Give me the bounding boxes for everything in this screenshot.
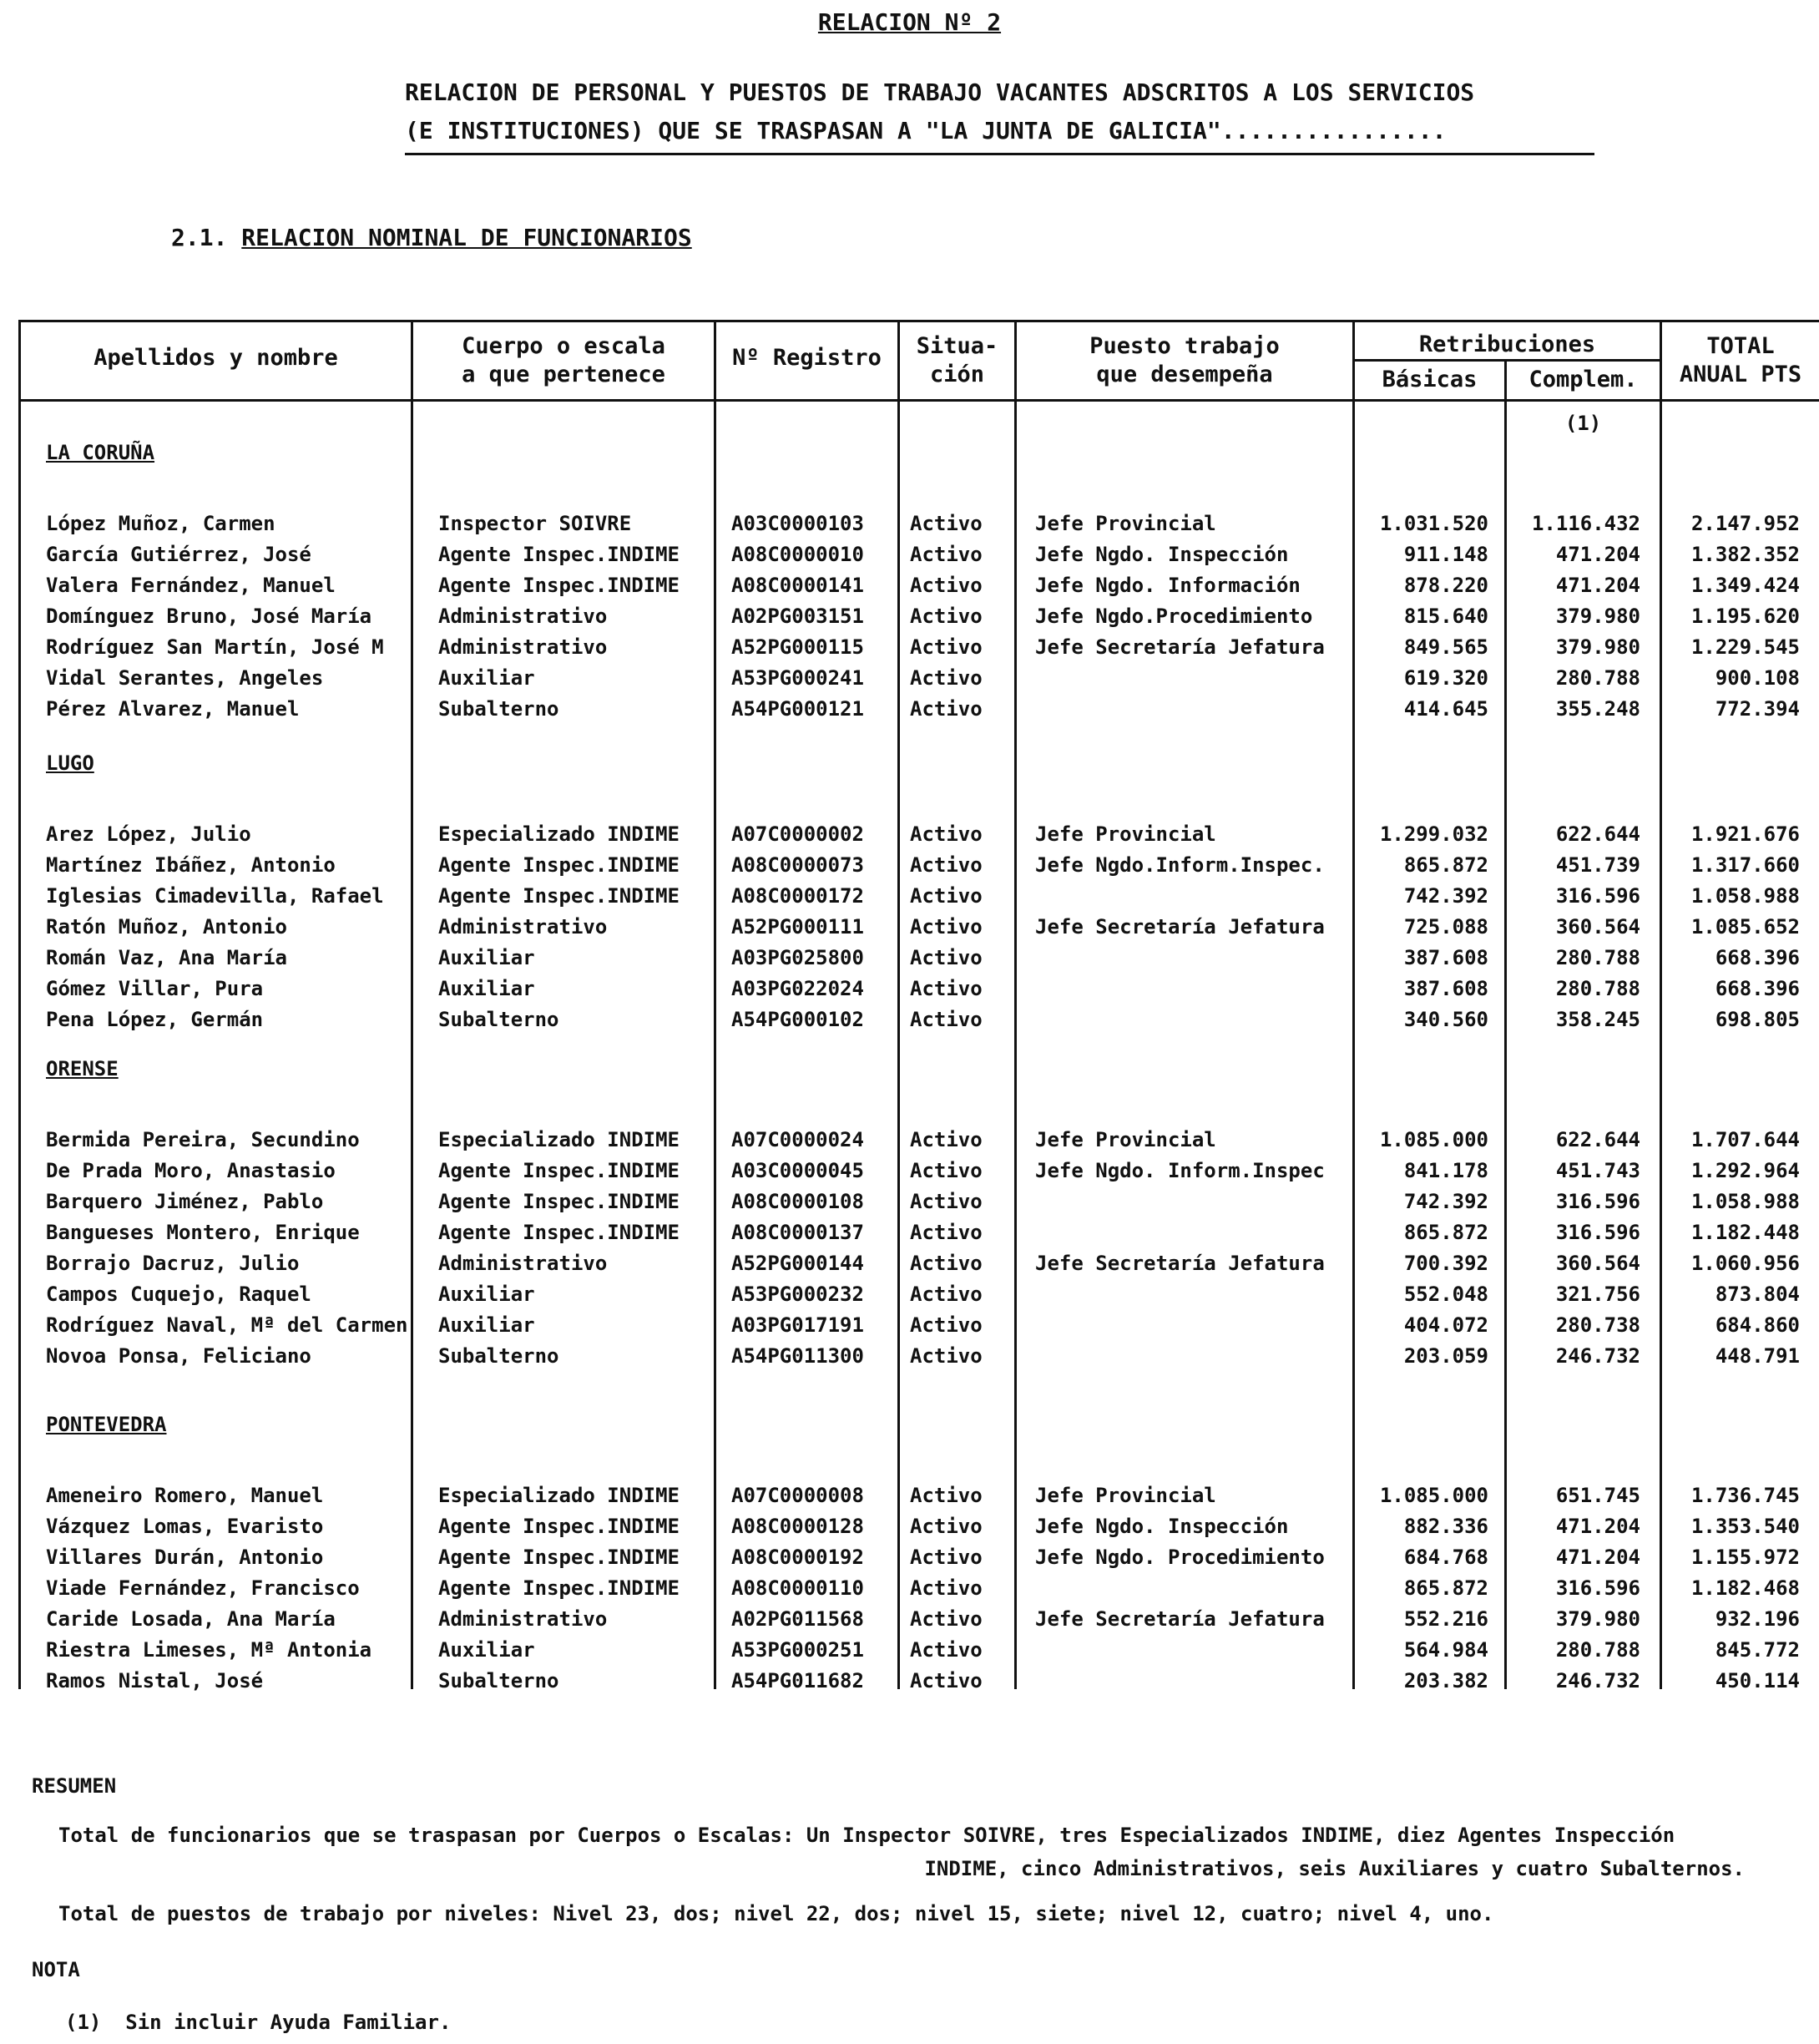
cell-basicas: 865.872 (1403, 1576, 1488, 1600)
cell-situacion: Activo (910, 1607, 983, 1631)
cell-complem: 471.204 (1555, 1546, 1640, 1569)
cell-complem: 471.204 (1555, 1515, 1640, 1538)
cell-registro: A03C0000045 (731, 1159, 864, 1182)
cell-cuerpo: Administrativo (438, 605, 608, 628)
cell-puesto: Jefe Provincial (1035, 1128, 1216, 1151)
cell-total: 1.921.676 (1690, 822, 1800, 846)
cell-puesto: Jefe Provincial (1035, 822, 1216, 846)
cell-registro: A53PG000241 (731, 666, 864, 690)
header-situacion: Situa- ción (916, 333, 998, 387)
header-retribuciones: Retribuciones (1418, 331, 1596, 357)
cell-nombre: Novoa Ponsa, Feliciano (46, 1344, 311, 1368)
cell-situacion: Activo (910, 1515, 983, 1538)
cell-puesto: Jefe Secretaría Jefatura (1035, 1607, 1325, 1631)
cell-total: 900.108 (1715, 666, 1800, 690)
cell-basicas: 882.336 (1403, 1515, 1488, 1538)
cell-situacion: Activo (910, 1283, 983, 1306)
cell-cuerpo: Subalterno (438, 697, 559, 721)
cell-puesto: Jefe Ngdo.Inform.Inspec. (1035, 853, 1325, 877)
subtitle-line-2: (E INSTITUCIONES) QUE SE TRASPASAN A "LA JUNTA DE GALICIA"................ (405, 117, 1447, 144)
cell-complem: 316.596 (1555, 1190, 1640, 1213)
header-puesto: Puesto trabajo que desempeña (1089, 333, 1280, 387)
cell-puesto: Jefe Ngdo.Procedimiento (1035, 605, 1313, 628)
cell-situacion: Activo (910, 1313, 983, 1337)
cell-situacion: Activo (910, 1252, 983, 1275)
cell-registro: A54PG000121 (731, 697, 864, 721)
cell-nombre: Gómez Villar, Pura (46, 977, 264, 1000)
cell-cuerpo: Administrativo (438, 915, 608, 939)
cell-cuerpo: Agente Inspec.INDIME (438, 1159, 680, 1182)
cell-situacion: Activo (910, 853, 983, 877)
cell-total: 1.229.545 (1690, 635, 1800, 659)
resumen-line-1: Total de funcionarios que se traspasan por Cuerpos o Escalas: Un Inspector SOIVRE, tres Especializados INDIME, diez Agentes Inspección (58, 1824, 1675, 1847)
cell-cuerpo: Especializado INDIME (438, 1128, 680, 1151)
cell-registro: A02PG011568 (731, 1607, 864, 1631)
cell-cuerpo: Subalterno (438, 1344, 559, 1368)
cell-complem: 280.738 (1555, 1313, 1640, 1337)
cell-nombre: García Gutiérrez, José (46, 543, 311, 566)
col-divider (714, 320, 716, 1689)
cell-situacion: Activo (910, 605, 983, 628)
header-complem: Complem. (1528, 367, 1638, 392)
cell-cuerpo: Especializado INDIME (438, 1484, 680, 1507)
cell-puesto: Jefe Secretaría Jefatura (1035, 1252, 1325, 1275)
cell-basicas: 815.640 (1403, 605, 1488, 628)
cell-cuerpo: Agente Inspec.INDIME (438, 1576, 680, 1600)
cell-total: 1.182.448 (1690, 1221, 1800, 1244)
cell-total: 1.707.644 (1690, 1128, 1800, 1151)
cell-basicas: 1.085.000 (1379, 1128, 1488, 1151)
province-heading: LA CORUÑA (46, 441, 155, 464)
cell-complem: 360.564 (1555, 1252, 1640, 1275)
cell-cuerpo: Auxiliar (438, 1283, 535, 1306)
cell-complem: 360.564 (1555, 915, 1640, 939)
header-row-rule (18, 399, 1819, 402)
cell-registro: A08C0000128 (731, 1515, 864, 1538)
cell-cuerpo: Agente Inspec.INDIME (438, 884, 680, 908)
cell-complem: 246.732 (1555, 1344, 1640, 1368)
header-underline (405, 153, 1594, 155)
cell-registro: A07C0000002 (731, 822, 864, 846)
cell-complem: 379.980 (1555, 635, 1640, 659)
cell-basicas: 725.088 (1403, 915, 1488, 939)
cell-complem: 280.788 (1555, 1638, 1640, 1662)
cell-puesto: Jefe Ngdo. Inspección (1035, 1515, 1289, 1538)
cell-registro: A07C0000008 (731, 1484, 864, 1507)
resumen-line-2: Total de puestos de trabajo por niveles: Nivel 23, dos; nivel 22, dos; nivel 15, siete; nivel 12, cuatro; nivel 4, uno. (58, 1902, 1494, 1925)
cell-basicas: 552.216 (1403, 1607, 1488, 1631)
cell-basicas: 865.872 (1403, 853, 1488, 877)
cell-situacion: Activo (910, 1008, 983, 1031)
cell-basicas: 700.392 (1403, 1252, 1488, 1275)
cell-basicas: 1.031.520 (1379, 512, 1488, 535)
cell-registro: A52PG000115 (731, 635, 864, 659)
cell-situacion: Activo (910, 946, 983, 969)
cell-nombre: Riestra Limeses, Mª Antonia (46, 1638, 372, 1662)
cell-total: 1.195.620 (1690, 605, 1800, 628)
cell-registro: A54PG000102 (731, 1008, 864, 1031)
cell-puesto: Jefe Provincial (1035, 1484, 1216, 1507)
cell-basicas: 414.645 (1403, 697, 1488, 721)
cell-nombre: Campos Cuquejo, Raquel (46, 1283, 311, 1306)
cell-complem: 280.788 (1555, 666, 1640, 690)
cell-puesto: Jefe Provincial (1035, 512, 1216, 535)
cell-complem: 471.204 (1555, 543, 1640, 566)
cell-total: 1.155.972 (1690, 1546, 1800, 1569)
document-subtitle (405, 73, 1474, 150)
resumen-line-1b: INDIME, cinco Administrativos, seis Auxiliares y cuatro Subalternos. (924, 1857, 1745, 1880)
cell-situacion: Activo (910, 1576, 983, 1600)
cell-nombre: Bangueses Montero, Enrique (46, 1221, 360, 1244)
cell-cuerpo: Inspector SOIVRE (438, 512, 632, 535)
cell-total: 932.196 (1715, 1607, 1800, 1631)
cell-basicas: 878.220 (1403, 574, 1488, 597)
cell-puesto: Jefe Ngdo. Procedimiento (1035, 1546, 1325, 1569)
cell-puesto: Jefe Secretaría Jefatura (1035, 635, 1325, 659)
cell-nombre: Ameneiro Romero, Manuel (46, 1484, 324, 1507)
cell-puesto: Jefe Ngdo. Información (1035, 574, 1301, 597)
cell-complem: 379.980 (1555, 605, 1640, 628)
cell-cuerpo: Auxiliar (438, 946, 535, 969)
cell-registro: A08C0000108 (731, 1190, 864, 1213)
cell-complem: 316.596 (1555, 884, 1640, 908)
cell-nombre: Román Vaz, Ana María (46, 946, 287, 969)
cell-registro: A02PG003151 (731, 605, 864, 628)
cell-complem: 355.248 (1555, 697, 1640, 721)
cell-total: 668.396 (1715, 977, 1800, 1000)
cell-basicas: 387.608 (1403, 977, 1488, 1000)
cell-registro: A53PG000251 (731, 1638, 864, 1662)
cell-cuerpo: Administrativo (438, 1252, 608, 1275)
cell-total: 1.060.956 (1690, 1252, 1800, 1275)
cell-registro: A08C0000192 (731, 1546, 864, 1569)
cell-registro: A08C0000137 (731, 1221, 864, 1244)
cell-registro: A08C0000010 (731, 543, 864, 566)
cell-total: 772.394 (1715, 697, 1800, 721)
cell-total: 1.317.660 (1690, 853, 1800, 877)
cell-registro: A03PG025800 (731, 946, 864, 969)
cell-nombre: Vázquez Lomas, Evaristo (46, 1515, 324, 1538)
cell-basicas: 1.085.000 (1379, 1484, 1488, 1507)
cell-complem: 280.788 (1555, 977, 1640, 1000)
cell-situacion: Activo (910, 1190, 983, 1213)
cell-basicas: 911.148 (1403, 543, 1488, 566)
cell-basicas: 387.608 (1403, 946, 1488, 969)
nota-text: (1) Sin incluir Ayuda Familiar. (65, 2011, 452, 2034)
header-nombre: Apellidos y nombre (93, 345, 338, 371)
cell-situacion: Activo (910, 512, 983, 535)
cell-basicas: 849.565 (1403, 635, 1488, 659)
cell-situacion: Activo (910, 915, 983, 939)
cell-total: 668.396 (1715, 946, 1800, 969)
cell-nombre: Ramos Nistal, José (46, 1669, 264, 1692)
cell-registro: A08C0000073 (731, 853, 864, 877)
cell-situacion: Activo (910, 1638, 983, 1662)
cell-cuerpo: Agente Inspec.INDIME (438, 1546, 680, 1569)
cell-total: 873.804 (1715, 1283, 1800, 1306)
cell-complem: 358.245 (1555, 1008, 1640, 1031)
cell-registro: A03PG022024 (731, 977, 864, 1000)
cell-complem: 471.204 (1555, 574, 1640, 597)
cell-nombre: Rodríguez San Martín, José M (46, 635, 384, 659)
cell-nombre: Villares Durán, Antonio (46, 1546, 324, 1569)
cell-basicas: 742.392 (1403, 1190, 1488, 1213)
cell-puesto: Jefe Secretaría Jefatura (1035, 915, 1325, 939)
header-total: TOTAL ANUAL PTS (1679, 333, 1802, 387)
cell-nombre: Rodríguez Naval, Mª del Carmen (46, 1313, 408, 1337)
cell-complem: 651.745 (1555, 1484, 1640, 1507)
cell-complem: 451.743 (1555, 1159, 1640, 1182)
nota-heading: NOTA (32, 1958, 80, 1981)
cell-total: 1.182.468 (1690, 1576, 1800, 1600)
cell-complem: 622.644 (1555, 1128, 1640, 1151)
cell-cuerpo: Administrativo (438, 635, 608, 659)
cell-total: 684.860 (1715, 1313, 1800, 1337)
cell-total: 1.349.424 (1690, 574, 1800, 597)
cell-nombre: De Prada Moro, Anastasio (46, 1159, 336, 1182)
cell-situacion: Activo (910, 697, 983, 721)
cell-basicas: 1.299.032 (1379, 822, 1488, 846)
cell-registro: A08C0000110 (731, 1576, 864, 1600)
cell-basicas: 684.768 (1403, 1546, 1488, 1569)
cell-situacion: Activo (910, 1546, 983, 1569)
cell-complem: 246.732 (1555, 1669, 1640, 1692)
cell-basicas: 404.072 (1403, 1313, 1488, 1337)
cell-basicas: 841.178 (1403, 1159, 1488, 1182)
cell-situacion: Activo (910, 977, 983, 1000)
cell-basicas: 564.984 (1403, 1638, 1488, 1662)
cell-total: 1.085.652 (1690, 915, 1800, 939)
cell-complem: 280.788 (1555, 946, 1640, 969)
cell-total: 450.114 (1715, 1669, 1800, 1692)
cell-nombre: Barquero Jiménez, Pablo (46, 1190, 324, 1213)
cell-registro: A08C0000172 (731, 884, 864, 908)
cell-total: 1.292.964 (1690, 1159, 1800, 1182)
cell-situacion: Activo (910, 1344, 983, 1368)
province-heading: PONTEVEDRA (46, 1413, 167, 1436)
subtitle-line-1: RELACION DE PERSONAL Y PUESTOS DE TRABAJO VACANTES ADSCRITOS A LOS SERVICIOS (405, 78, 1475, 106)
section-title: 2.1. RELACION NOMINAL DE FUNCIONARIOS (171, 224, 692, 251)
cell-puesto: Jefe Ngdo. Inform.Inspec (1035, 1159, 1325, 1182)
cell-cuerpo: Agente Inspec.INDIME (438, 1221, 680, 1244)
cell-registro: A03C0000103 (731, 512, 864, 535)
cell-registro: A52PG000111 (731, 915, 864, 939)
cell-cuerpo: Agente Inspec.INDIME (438, 853, 680, 877)
cell-cuerpo: Especializado INDIME (438, 822, 680, 846)
cell-complem: 321.756 (1555, 1283, 1640, 1306)
cell-basicas: 340.560 (1403, 1008, 1488, 1031)
cell-nombre: Bermida Pereira, Secundino (46, 1128, 360, 1151)
cell-basicas: 865.872 (1403, 1221, 1488, 1244)
cell-nombre: Ratón Muñoz, Antonio (46, 915, 287, 939)
cell-basicas: 742.392 (1403, 884, 1488, 908)
cell-registro: A54PG011682 (731, 1669, 864, 1692)
cell-total: 448.791 (1715, 1344, 1800, 1368)
cell-nombre: Pena López, Germán (46, 1008, 264, 1031)
document-title: RELACION Nº 2 (817, 8, 1002, 36)
cell-situacion: Activo (910, 1128, 983, 1151)
col-divider (1014, 320, 1017, 1689)
header-registro: Nº Registro (732, 345, 882, 371)
cell-complem: 1.116.432 (1531, 512, 1640, 535)
cell-total: 2.147.952 (1690, 512, 1800, 535)
cell-cuerpo: Agente Inspec.INDIME (438, 543, 680, 566)
retribuciones-rule (1352, 359, 1660, 362)
cell-nombre: Vidal Serantes, Angeles (46, 666, 324, 690)
cell-situacion: Activo (910, 543, 983, 566)
cell-nombre: Martínez Ibáñez, Antonio (46, 853, 336, 877)
cell-cuerpo: Agente Inspec.INDIME (438, 574, 680, 597)
cell-nombre: Iglesias Cimadevilla, Rafael (46, 884, 384, 908)
cell-basicas: 203.382 (1403, 1669, 1488, 1692)
col-divider (897, 320, 900, 1689)
cell-cuerpo: Administrativo (438, 1607, 608, 1631)
resumen-text (58, 1819, 1795, 1930)
cell-registro: A07C0000024 (731, 1128, 864, 1151)
cell-nombre: Arez López, Julio (46, 822, 251, 846)
cell-basicas: 552.048 (1403, 1283, 1488, 1306)
header-basicas: Básicas (1382, 367, 1478, 392)
cell-registro: A54PG011300 (731, 1344, 864, 1368)
cell-total: 1.058.988 (1690, 1190, 1800, 1213)
cell-cuerpo: Agente Inspec.INDIME (438, 1190, 680, 1213)
province-heading: LUGO (46, 751, 94, 775)
cell-complem: 316.596 (1555, 1221, 1640, 1244)
cell-complem: 622.644 (1555, 822, 1640, 846)
cell-total: 1.382.352 (1690, 543, 1800, 566)
cell-total: 845.772 (1715, 1638, 1800, 1662)
cell-situacion: Activo (910, 1484, 983, 1507)
cell-nombre: Valera Fernández, Manuel (46, 574, 336, 597)
cell-puesto: Jefe Ngdo. Inspección (1035, 543, 1289, 566)
cell-nombre: Viade Fernández, Francisco (46, 1576, 360, 1600)
cell-situacion: Activo (910, 1669, 983, 1692)
cell-situacion: Activo (910, 635, 983, 659)
cell-complem: 451.739 (1555, 853, 1640, 877)
cell-situacion: Activo (910, 1159, 983, 1182)
cell-nombre: Pérez Alvarez, Manuel (46, 697, 300, 721)
cell-cuerpo: Auxiliar (438, 1638, 535, 1662)
cell-basicas: 203.059 (1403, 1344, 1488, 1368)
cell-nombre: Borrajo Dacruz, Julio (46, 1252, 300, 1275)
cell-situacion: Activo (910, 822, 983, 846)
cell-cuerpo: Auxiliar (438, 1313, 535, 1337)
header-cuerpo: Cuerpo o escala a que pertenece (462, 333, 665, 387)
cell-registro: A03PG017191 (731, 1313, 864, 1337)
note-mark: (1) (1564, 412, 1602, 435)
cell-cuerpo: Auxiliar (438, 666, 535, 690)
cell-cuerpo: Subalterno (438, 1008, 559, 1031)
cell-situacion: Activo (910, 884, 983, 908)
resumen-heading: RESUMEN (32, 1774, 117, 1798)
cell-complem: 379.980 (1555, 1607, 1640, 1631)
cell-nombre: Domínguez Bruno, José María (46, 605, 372, 628)
cell-cuerpo: Auxiliar (438, 977, 535, 1000)
cell-cuerpo: Agente Inspec.INDIME (438, 1515, 680, 1538)
cell-nombre: Caride Losada, Ana María (46, 1607, 336, 1631)
cell-total: 1.736.745 (1690, 1484, 1800, 1507)
province-heading: ORENSE (46, 1057, 119, 1080)
cell-registro: A53PG000232 (731, 1283, 864, 1306)
cell-situacion: Activo (910, 574, 983, 597)
col-divider (411, 320, 413, 1689)
cell-total: 1.353.540 (1690, 1515, 1800, 1538)
cell-nombre: López Muñoz, Carmen (46, 512, 275, 535)
cell-total: 698.805 (1715, 1008, 1800, 1031)
cell-situacion: Activo (910, 1221, 983, 1244)
cell-complem: 316.596 (1555, 1576, 1640, 1600)
cell-registro: A52PG000144 (731, 1252, 864, 1275)
cell-cuerpo: Subalterno (438, 1669, 559, 1692)
cell-total: 1.058.988 (1690, 884, 1800, 908)
cell-situacion: Activo (910, 666, 983, 690)
cell-basicas: 619.320 (1403, 666, 1488, 690)
cell-registro: A08C0000141 (731, 574, 864, 597)
